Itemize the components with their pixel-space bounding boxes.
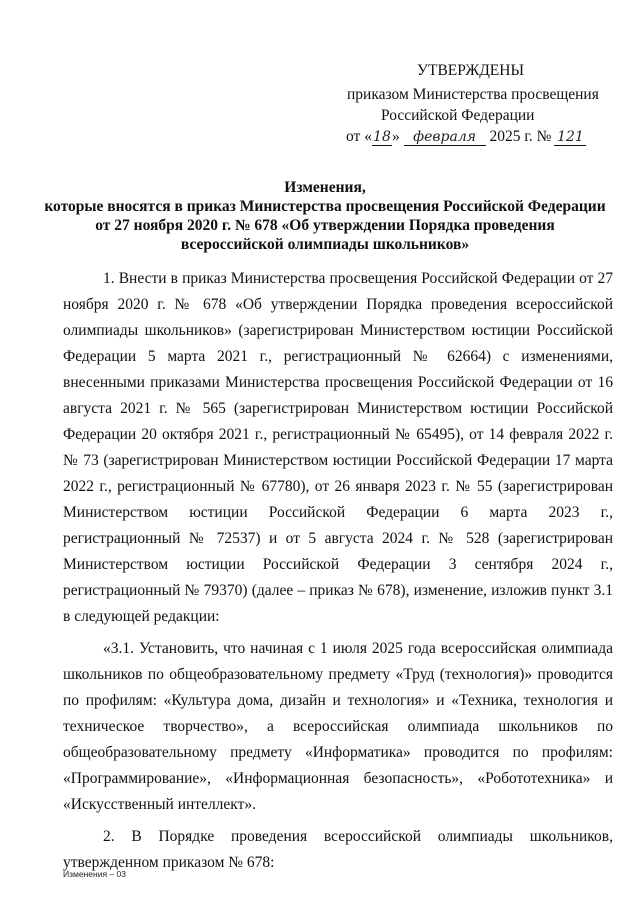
date-mid: » — [391, 128, 404, 145]
paragraph-2: 2. В Порядке проведения всероссийской олимпиады школьников, утвержденном приказом № 678: — [63, 828, 613, 871]
handwritten-order-number: 121 — [554, 129, 586, 146]
paragraph-3-1: «3.1. Установить, что начиная с 1 июля 2025 года всероссийская олимпиада школьников по общеобразовательному предмету «Труд (технология)» проводится по профилям: «Культура дома, дизайн и технология» и «Техника, технология и техническое творчество», а всероссийская олимпиада школьников по общеобразовательному предмету «Информатика» проводится по профилям: «Программирование», «Информационная безопасность», «Робототехника» и «Искусственный интеллект». — [63, 640, 613, 813]
title-line-4: всероссийской олимпиады школьников» — [180, 236, 470, 253]
paragraph-1: 1. Внести в приказ Министерства просвещения Российской Федерации от 27 ноября 2020 г. № 678 «Об утверждении Порядка проведения всероссийской олимпиады школьников» (зарегистрирован Министерством юстиции Российской Федерации 5 марта 2021 г., регистрационный № 62664) с изменениями, внесенными приказами Министерства просвещения Российской Федерации от 16 августа 2021 г. № 565 (зарегистрирован Министерством юстиции Российской Федерации 20 октября 2021 г., регистрационный № 65495), от 14 февраля 2022 г. № 73 (зарегистрирован Министерством юстиции Российской Федерации 17 марта 2022 г., регистрационный № 67780), от 26 января 2023 г. № 55 (зарегистрирован Министерством юстиции Российской Федерации 6 марта 2023 г., регистрационный № 72537) и от 5 августа 2024 г. № 528 (зарегистрирован Министерством юстиции Российской Федерации 3 сентября 2024 г., регистрационный № 79370) (далее – приказ № 678), изменение, изложив пункт 3.1 в следующей редакции: — [63, 270, 613, 625]
date-year: 2025 г. № — [485, 128, 552, 145]
document-body — [63, 266, 613, 876]
footer-label: Изменения – 03 — [63, 869, 126, 879]
title-line-3: от 27 ноября 2020 г. № 678 «Об утверждении Порядка проведения — [95, 217, 555, 234]
handwritten-month: февраля — [404, 129, 486, 146]
document-title — [40, 178, 610, 254]
title-line-2: которые вносятся в приказ Министерства просвещения Российской Федерации — [44, 198, 606, 215]
approval-heading: УТВЕРЖДЕНЫ — [417, 62, 524, 79]
approval-country: Российской Федерации — [381, 107, 535, 124]
handwritten-day: 18 — [373, 129, 391, 145]
date-prefix: от « — [346, 128, 372, 145]
approval-date-line — [346, 128, 586, 146]
approval-ministry: приказом Министерства просвещения — [347, 86, 599, 103]
title-line-1: Изменения, — [284, 179, 366, 196]
